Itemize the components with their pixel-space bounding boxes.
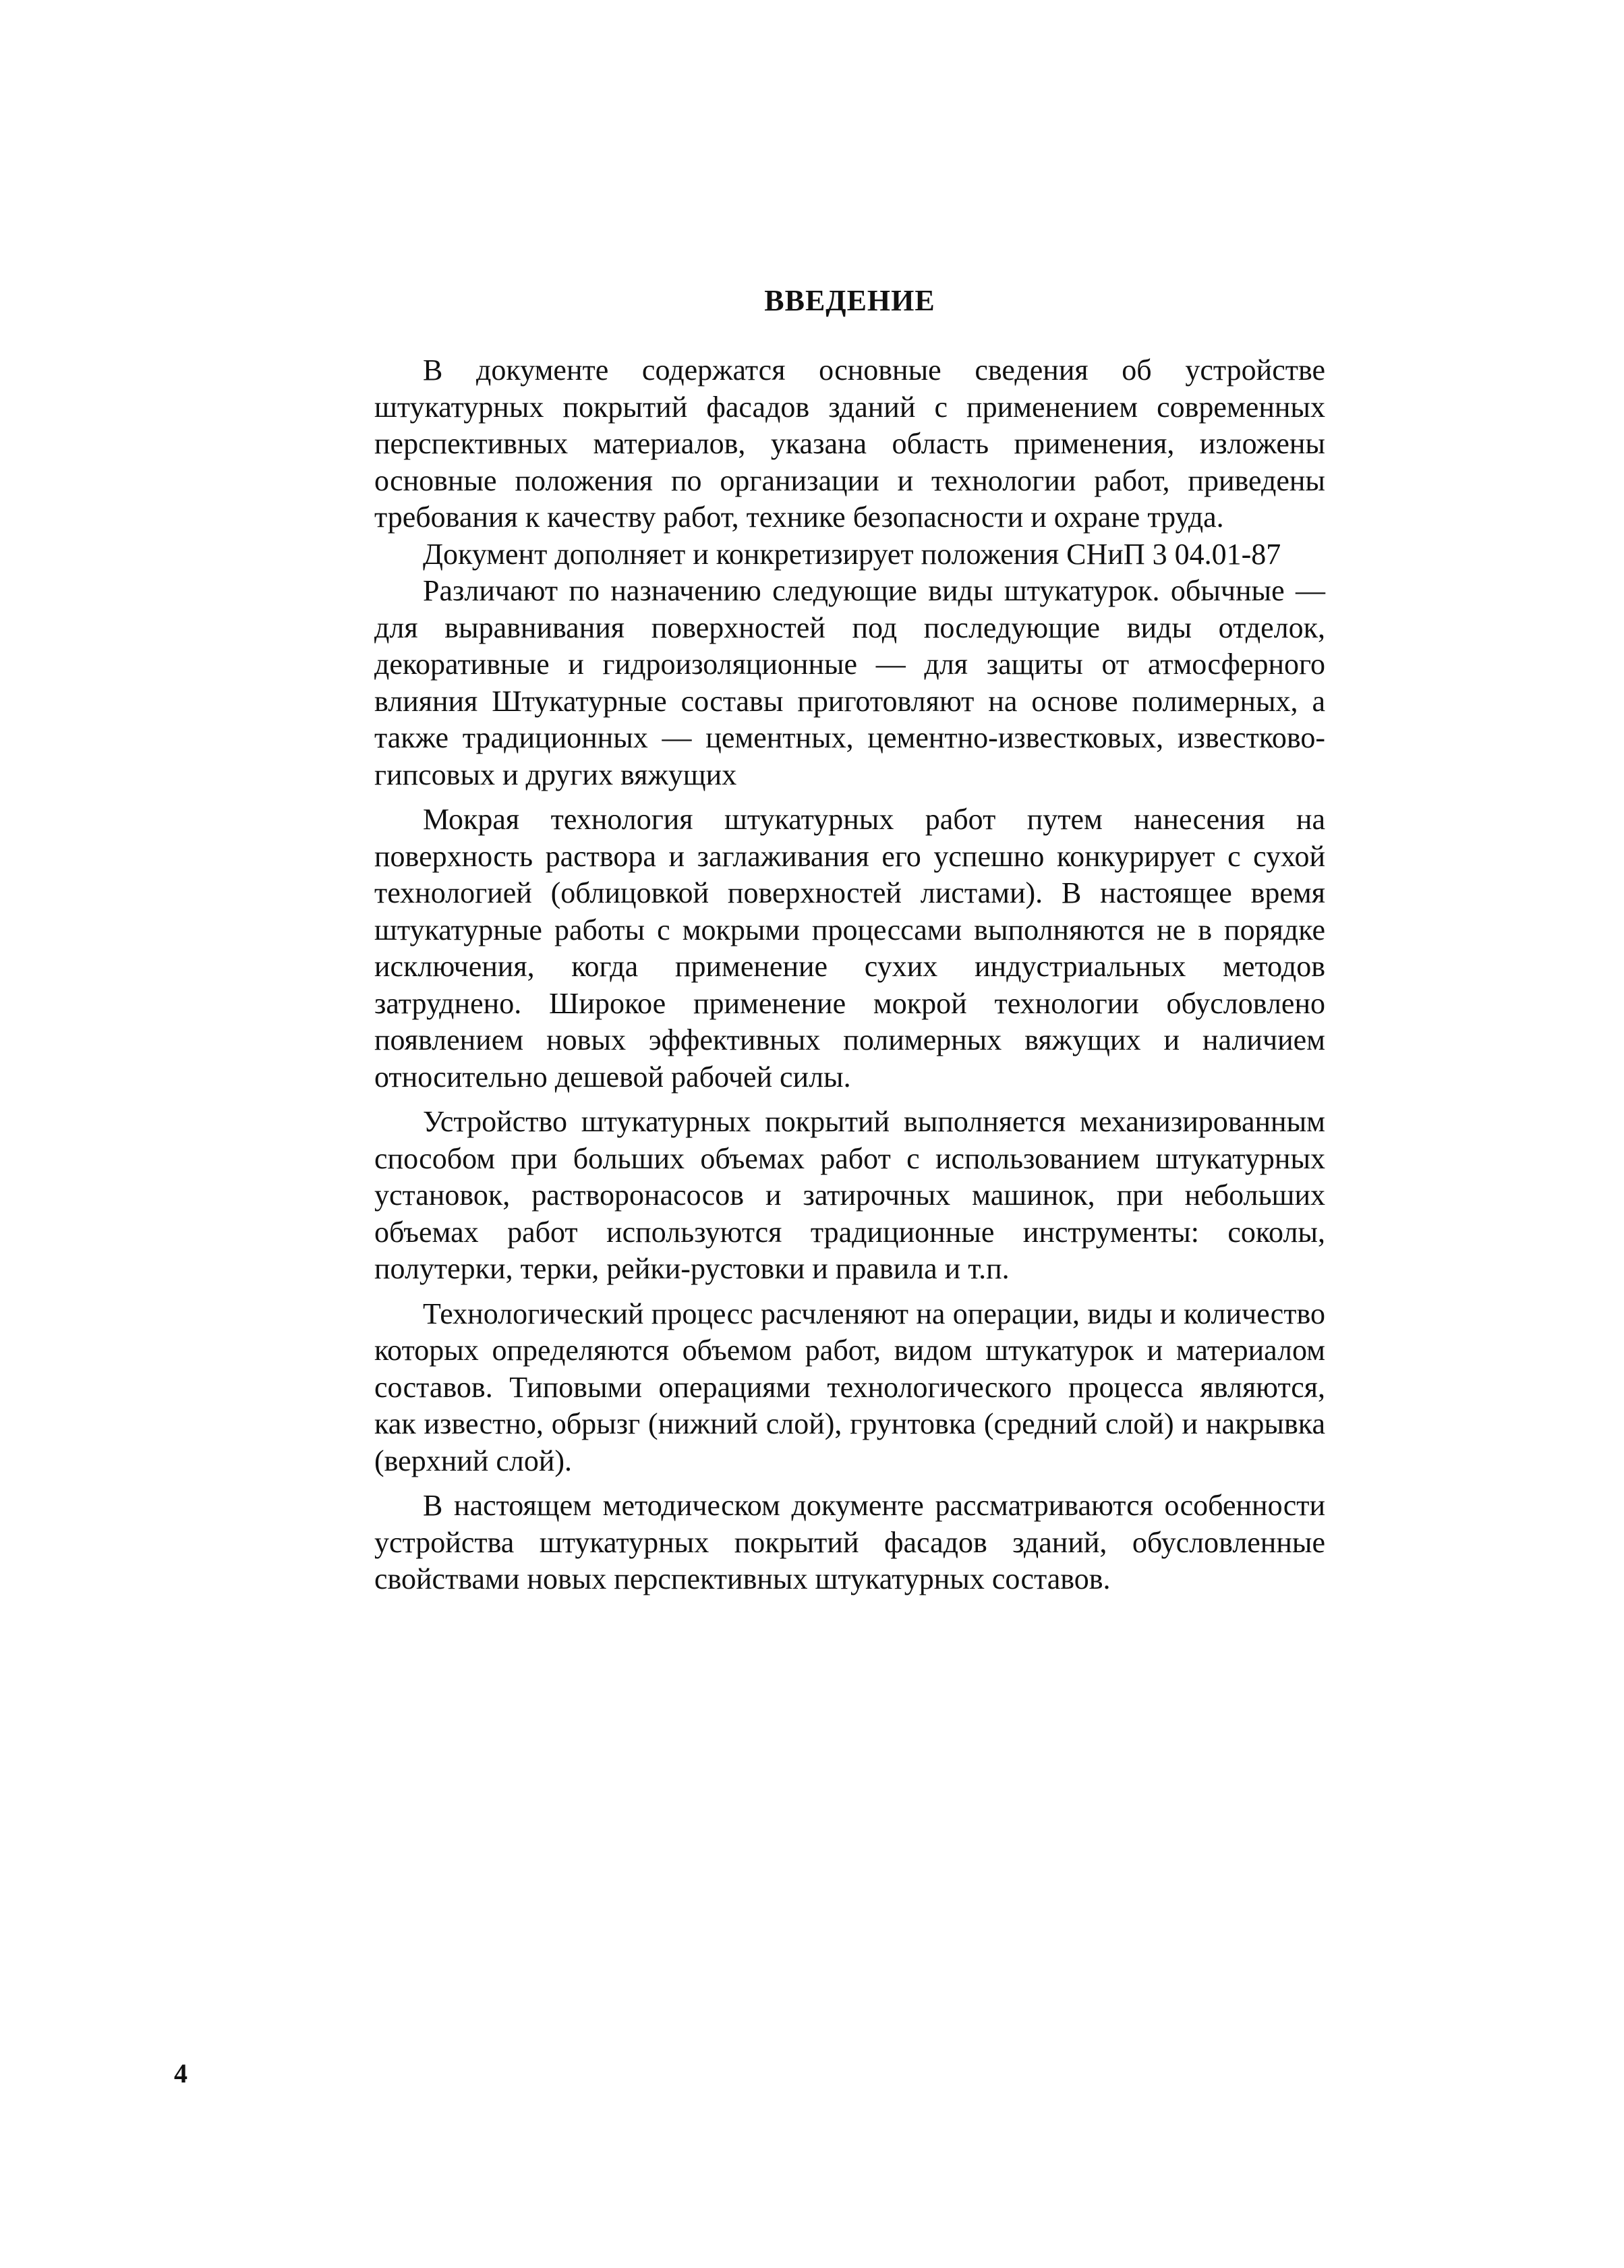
section-title: ВВЕДЕНИЕ (764, 284, 935, 317)
paragraph-plaster-types: Различают по назначению следующие виды штукатурок. обычные — для выравнивания поверхностей под последующие виды отделок, декоративные и гидроизоляционные — для защиты от атмосферного влияния Штукатурные составы приготовляют на основе полимерных, а также традиционных — цементных, цементно-известковых, известково-гипсовых и других вяжущих (374, 574, 1325, 791)
paragraph-methodical-scope: В настоящем методическом документе рассматриваются особенности устройства штукатурных покрытий фасадов зданий, обусловленные свойствами новых перспективных штукатурных составов. (374, 1489, 1325, 1595)
paragraph-mechanized-method: Устройство штукатурных покрытий выполняется механизированным способом при больших объемах работ с использованием штукатурных установок, растворонасосов и затирочных машинок, при небольших объемах работ используются традиционные инструменты: соколы, полутерки, терки, рейки-рустовки и правила и т.п. (374, 1105, 1325, 1285)
page-number: 4 (174, 2058, 187, 2089)
paragraph-technological-process: Технологический процесс расчленяют на операции, виды и количество которых определяются объемом работ, видом штукатурок и материалом составов. Типовыми операциями технологического процесса являются, как известно, обрызг (нижний слой), грунтовка (средний слой) и накрывка (верхний слой). (374, 1297, 1325, 1477)
paragraph-snip-reference: Документ дополняет и конкретизирует положения СНиП 3 04.01-87 (423, 537, 1281, 571)
paragraph-wet-technology: Мокрая технология штукатурных работ путем нанесения на поверхность раствора и заглаживания его успешно конкурирует с сухой технологией (облицовкой поверхностей листами). В настоящее время штукатурные работы с мокрыми процессами выполняются не в порядке исключения, когда применение сухих индустриальных методов затруднено. Широкое применение мокрой технологии обусловлено появлением новых эффективных полимерных вяжущих и наличием относительно дешевой рабочей силы. (374, 803, 1325, 1094)
paragraph-document-contents: В документе содержатся основные сведения об устройстве штукатурных покрытий фасадов зданий с применением современных перспективных материалов, указана область применения, изложены основные положения по организации и технологии работ, приведены требования к качеству работ, технике безопасности и охране труда. (374, 353, 1325, 534)
introduction-body (374, 352, 1325, 1598)
